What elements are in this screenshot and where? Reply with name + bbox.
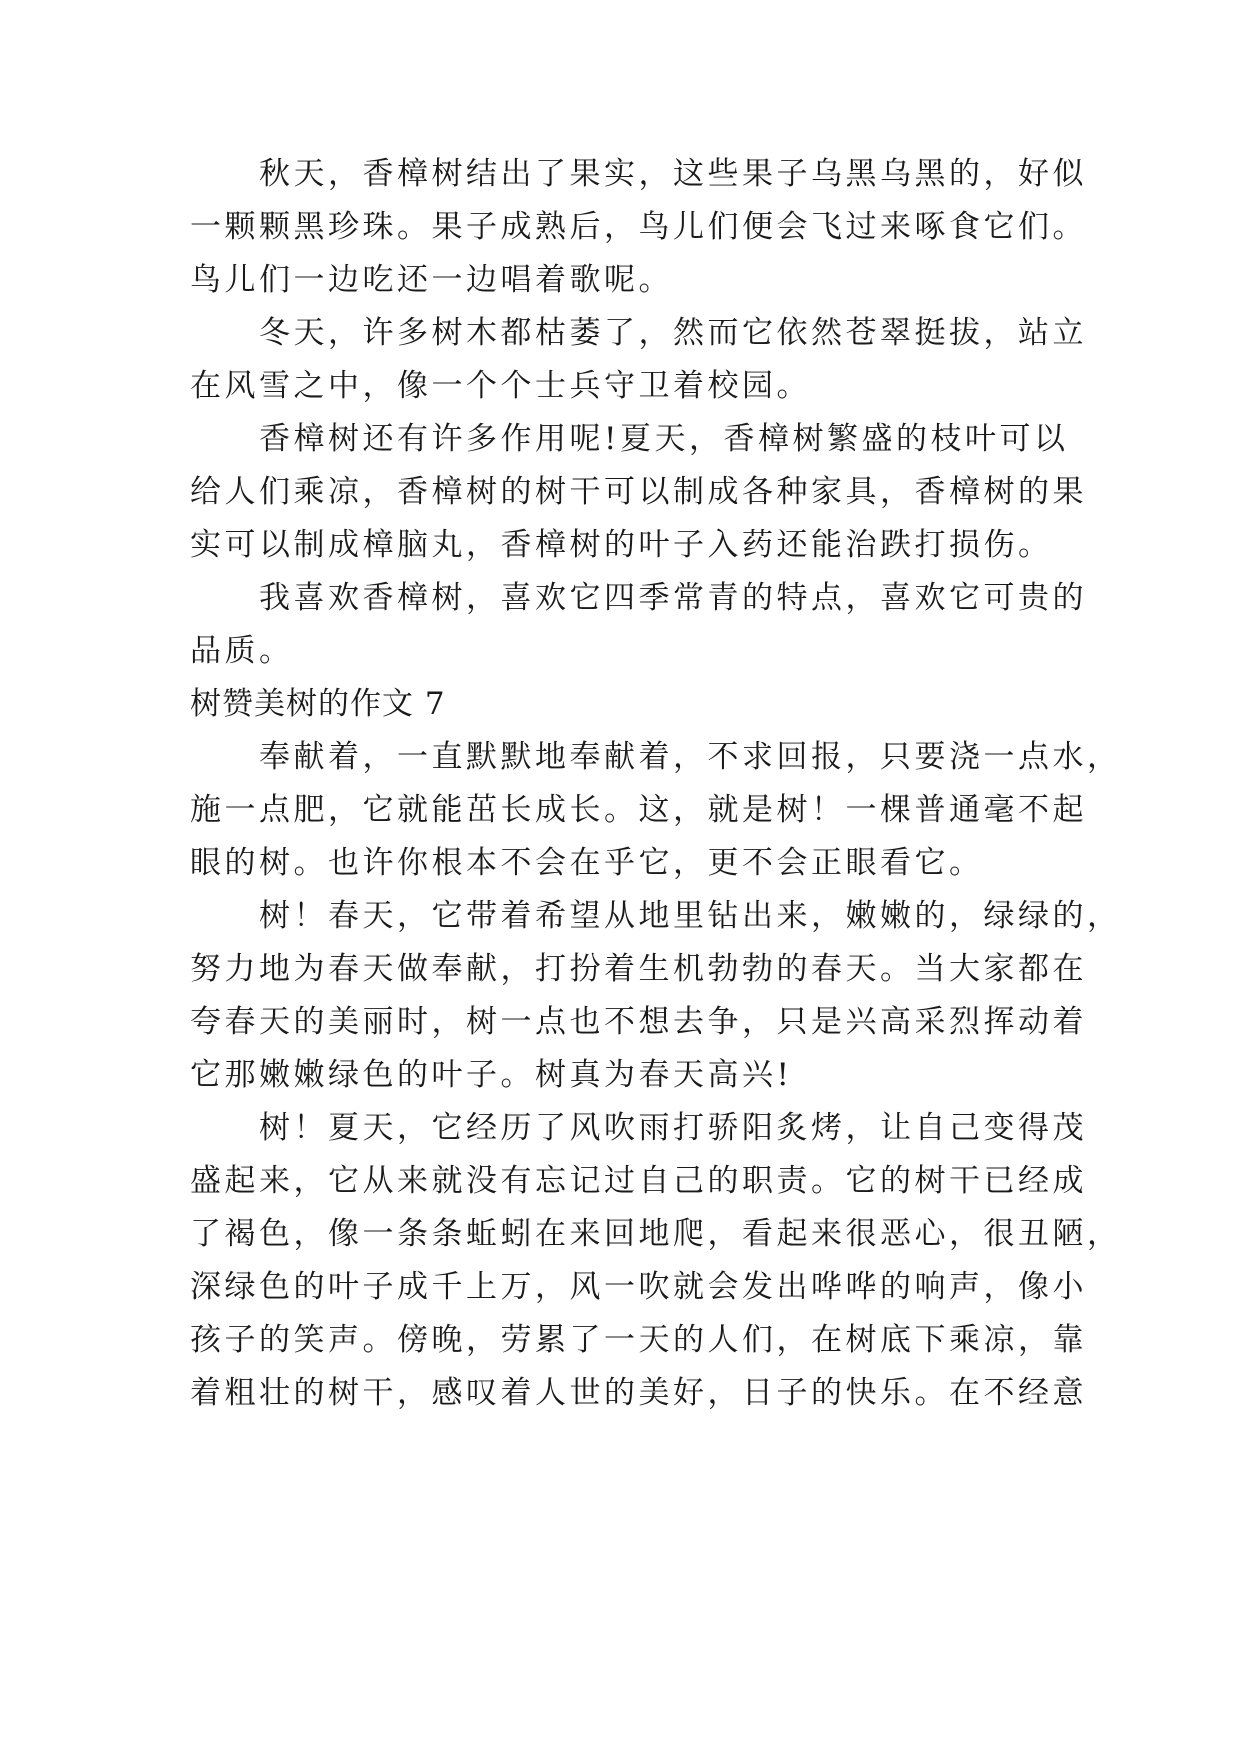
text-line: 品质。 — [190, 633, 294, 669]
text-line: 冬天，许多树木都枯萎了，然而它依然苍翠挺拔，站立 — [190, 315, 1087, 351]
text-line: 努力地为春天做奉献，打扮着生机勃勃的春天。当大家都在 — [190, 951, 1087, 987]
text-line: 眼的树。也许你根本不会在乎它，更不会正眼看它。 — [190, 845, 984, 881]
text-line: 着粗壮的树干，感叹着人世的美好，日子的快乐。在不经意 — [190, 1375, 1087, 1411]
text-line: 它那嫩嫩绿色的叶子。树真为春天高兴! — [190, 1057, 793, 1093]
text-line: 树！夏天，它经历了风吹雨打骄阳炙烤，让自己变得茂 — [190, 1110, 1087, 1146]
text-line: 鸟儿们一边吃还一边唱着歌呢。 — [190, 262, 673, 298]
text-line: 给人们乘凉，香樟树的树干可以制成各种家具，香樟树的果 — [190, 474, 1087, 510]
text-line: 夸春天的美丽时，树一点也不想去争，只是兴高采烈挥动着 — [190, 1004, 1087, 1040]
text-line: 一颗颗黑珍珠。果子成熟后，鸟儿们便会飞过来啄食它们。 — [190, 209, 1087, 245]
text-line: 我喜欢香樟树，喜欢它四季常青的特点，喜欢它可贵的 — [190, 580, 1087, 616]
text-line: 施一点肥，它就能茁长成长。这，就是树！一棵普通毫不起 — [190, 792, 1087, 828]
text-line: 奉献着，一直默默地奉献着，不求回报，只要浇一点水， — [190, 739, 1122, 775]
text-line: 了褐色，像一条条蚯蚓在来回地爬，看起来很恶心，很丑陋， — [190, 1216, 1122, 1252]
text-line: 秋天，香樟树结出了果实，这些果子乌黑乌黑的，好似 — [190, 156, 1087, 192]
text-line: 孩子的笑声。傍晚，劳累了一天的人们，在树底下乘凉，靠 — [190, 1322, 1087, 1358]
text-line: 盛起来，它从来就没有忘记过自己的职责。它的树干已经成 — [190, 1163, 1087, 1199]
text-line: 在风雪之中，像一个个士兵守卫着校园。 — [190, 368, 811, 404]
text-line: 实可以制成樟脑丸，香樟树的叶子入药还能治跌打损伤。 — [190, 527, 1053, 563]
section-heading: 树赞美树的作文 7 — [190, 686, 446, 722]
text-line: 树！春天，它带着希望从地里钻出来，嫩嫩的，绿绿的， — [190, 898, 1122, 934]
text-line: 深绿色的叶子成千上万，风一吹就会发出哗哗的响声，像小 — [190, 1269, 1087, 1305]
text-line: 香樟树还有许多作用呢!夏天，香樟树繁盛的枝叶可以 — [190, 421, 1069, 457]
